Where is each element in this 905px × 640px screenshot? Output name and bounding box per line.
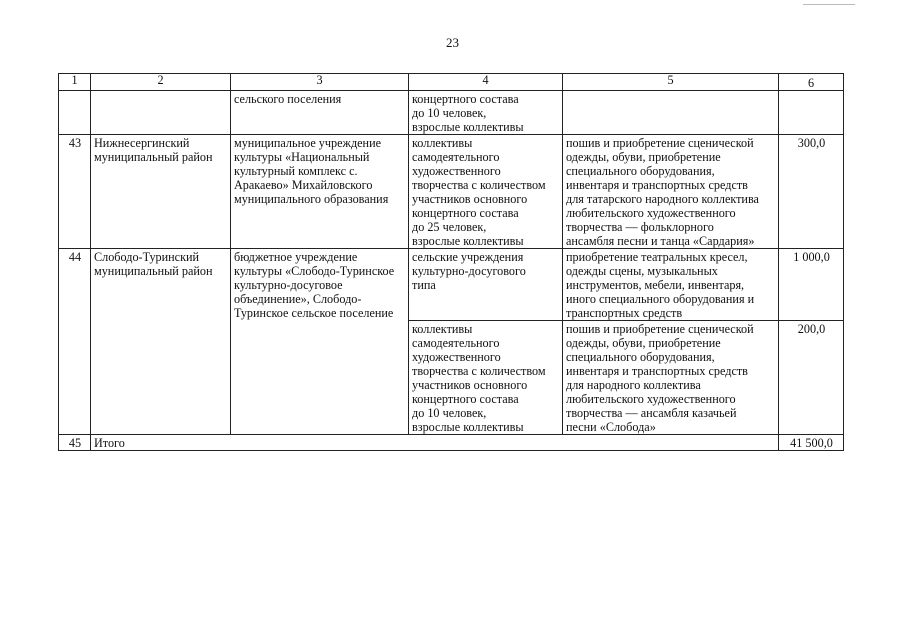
cell-institution: бюджетное учреждение культуры «Слободо-Туринское культурно-досуговое объединение», Слободо- Туринское сельское поселение: [231, 249, 409, 435]
table-row: [59, 91, 844, 135]
cell-num: 43: [59, 135, 91, 249]
cell-type: сельские учреждения культурно-досугового типа: [409, 249, 563, 321]
header-cell: 1: [59, 74, 91, 91]
cell-institution: сельского поселения: [231, 91, 409, 135]
header-row: [59, 74, 844, 91]
total-row: [59, 435, 844, 451]
header-cell: 4: [409, 74, 563, 91]
header-cell: 3: [231, 74, 409, 91]
subsidy-table: [58, 73, 844, 451]
total-label: Итого: [91, 435, 779, 451]
table-row: [59, 249, 844, 321]
cell-amount: 300,0: [779, 135, 844, 249]
scan-artifact-line: [803, 4, 855, 5]
cell-type: концертного состава до 10 человек, взрослые коллективы: [409, 91, 563, 135]
total-amount: 41 500,0: [779, 435, 844, 451]
page-number: 23: [446, 35, 459, 50]
cell-amount: [779, 91, 844, 135]
header-cell: 2: [91, 74, 231, 91]
header-cell: 5: [563, 74, 779, 91]
cell-type: коллективы самодеятельного художественного творчества с количеством участников основного концертного состава до 25 человек, взрослые коллективы: [409, 135, 563, 249]
cell-municipality: Слободо-Туринский муниципальный район: [91, 249, 231, 435]
cell-municipality: [91, 91, 231, 135]
cell-institution: муниципальное учреждение культуры «Национальный культурный комплекс с. Аракаево» Михайловского муниципального образования: [231, 135, 409, 249]
cell-num: [59, 91, 91, 135]
cell-amount: 1 000,0: [779, 249, 844, 321]
cell-purpose: [563, 91, 779, 135]
cell-purpose: пошив и приобретение сценической одежды, обуви, приобретение специального оборудования, инвентаря и транспортных средств для татарского народного коллектива любительского художественного творчества — фольклорного ансамбля песни и танца «Сардария»: [563, 135, 779, 249]
cell-num: 45: [59, 435, 91, 451]
cell-purpose: приобретение театральных кресел, одежды сцены, музыкальных инструментов, мебели, инвентаря, иного специального оборудования и транспортных средств: [563, 249, 779, 321]
cell-amount: 200,0: [779, 321, 844, 435]
cell-type: коллективы самодеятельного художественного творчества с количеством участников основного концертного состава до 10 человек, взрослые коллективы: [409, 321, 563, 435]
table-row: [59, 135, 844, 249]
cell-municipality: Нижнесергинский муниципальный район: [91, 135, 231, 249]
cell-num: 44: [59, 249, 91, 435]
header-cell: 6: [779, 74, 844, 91]
cell-purpose: пошив и приобретение сценической одежды, обуви, приобретение специального оборудования, инвентаря и транспортных средств для народного коллектива любительского художественного творчества — ансамбля казачьей песни «Слобода»: [563, 321, 779, 435]
